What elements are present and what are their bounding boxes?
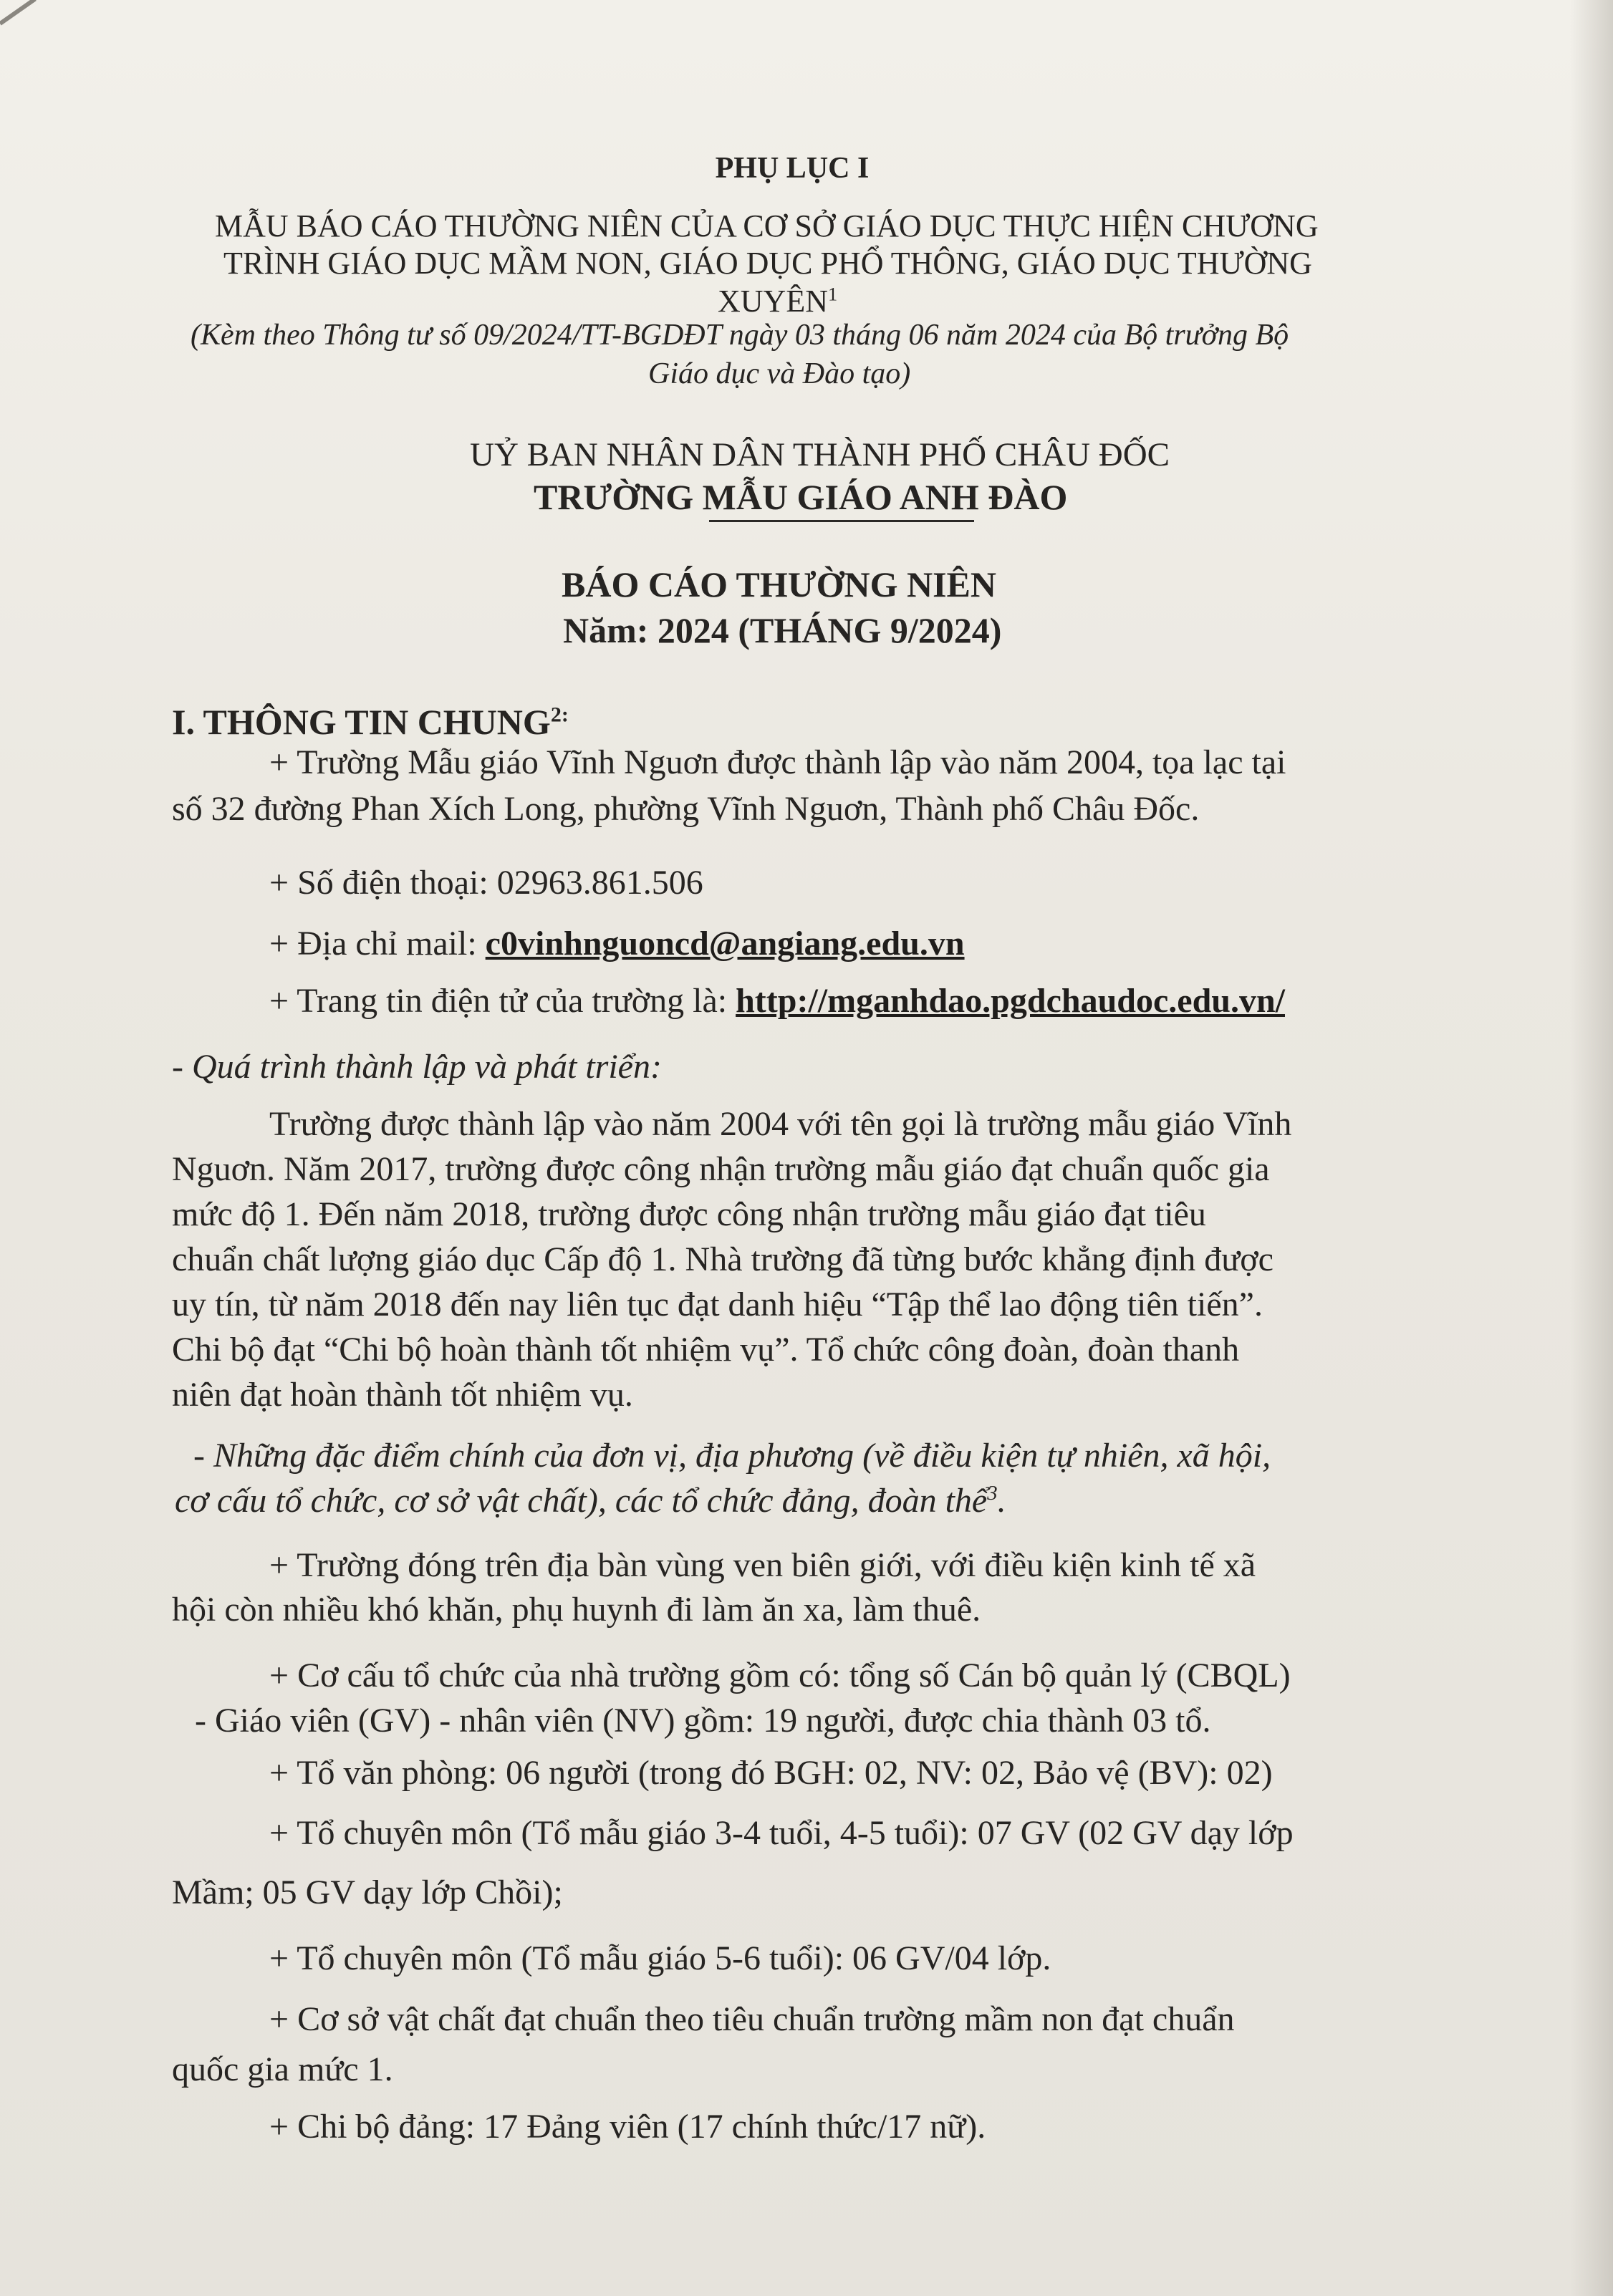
prof-team-2-line: + Tổ chuyên môn (Tổ mẫu giáo 5-6 tuổi): 06 GV/04 lớp. [269,1939,1051,1977]
facilities-line-2: quốc gia mức 1. [172,2050,393,2088]
email-link[interactable]: c0vinhnguoncd@angiang.edu.vn [485,925,965,963]
history-line-4: chuẩn chất lượng giáo dục Cấp độ 1. Nhà trường đã từng bước khẳng định được [172,1240,1273,1278]
intro-line-1: + Trường Mẫu giáo Vĩnh Nguơn được thành lập vào năm 2004, tọa lạc tại [269,743,1286,781]
section-heading: I. THÔNG TIN $CHUNG^{2:}$ [172,702,569,742]
website-link[interactable]: http://mganhdao.pgdchaudoc.edu.vn/ [736,982,1285,1020]
email-line: + Địa chỉ mail: c0vinhnguoncd@angiang.edu.vn [269,925,965,963]
appendix-title: PHỤ LỤC I [715,152,870,185]
form-title-line-1: MẪU BÁO CÁO THƯỜNG NIÊN CỦA CƠ SỞ GIÁO DỤC THỰC HIỆN CHƯƠNG [215,208,1319,243]
attachment-note-line-1: (Kèm theo Thông tư số 09/2024/TT-BGDĐT ngày 03 tháng 06 năm 2024 của Bộ trưởng Bộ [191,319,1289,352]
history-line-5: uy tín, từ năm 2018 đến nay liên tục đạt danh hiệu “Tập thể lao động tiên tiến”. [172,1286,1263,1323]
office-team-line: + Tổ văn phòng: 06 người (trong đó BGH: 02, NV: 02, Bảo vệ (BV): 02) [269,1754,1273,1792]
form-title-line-3: XUYÊN$^1$ [718,283,838,319]
report-year: Năm: 2024 (THÁNG 9/2024) [563,610,1002,650]
features-label-line-1: - Những đặc điểm chính của đơn vị, địa phương (về điều kiện tự nhiên, xã hội, [193,1437,1271,1475]
location-line-2: hội còn nhiều khó khăn, phụ huynh đi làm ăn xa, làm thuê. [172,1591,981,1629]
history-line-6: Chi bộ đạt “Chi bộ hoàn thành tốt nhiệm vụ”. Tổ chức công đoàn, đoàn thanh [172,1331,1240,1369]
form-title-line-2: TRÌNH GIÁO DỤC MẦM NON, GIÁO DỤC PHỔ THÔNG, GIÁO DỤC THƯỜNG [223,246,1312,281]
structure-line-2: - Giáo viên (GV) - nhân viên (NV) gồm: 19 người, được chia thành 03 tổ. [195,1702,1211,1740]
location-line-1: + Trường đóng trên địa bàn vùng ven biên giới, với điều kiện kinh tế xã [269,1546,1256,1584]
history-line-1: Trường được thành lập vào năm 2004 với tên gọi là trường mẫu giáo Vĩnh [269,1105,1292,1143]
history-label: - Quá trình thành lập và phát triển: [172,1048,662,1086]
phone-line: + Số điện thoại: 02963.861.506 [269,864,703,902]
party-cell-line: + Chi bộ đảng: 17 Đảng viên (17 chính thức/17 nữ). [269,2108,986,2146]
history-line-3: mức độ 1. Đến năm 2018, trường được công nhận trường mẫu giáo đạt tiêu [172,1195,1206,1233]
history-line-2: Nguơn. Năm 2017, trường được công nhận trường mẫu giáo đạt chuẩn quốc gia [172,1150,1270,1188]
website-line: + Trang tin điện tử của trường là: http://mganhdao.pgdchaudoc.edu.vn/ [269,982,1285,1020]
facilities-line-1: + Cơ sở vật chất đạt chuẩn theo tiêu chuẩn trường mầm non đạt chuẩn [269,2000,1235,2038]
structure-line-1: + Cơ cấu tổ chức của nhà trường gồm có: tổng số Cán bộ quản lý (CBQL) [269,1656,1291,1694]
features-label-line-2: cơ cấu tổ chức, cơ sở vật chất), các tổ chức đảng, đoàn thể$^3$. [175,1482,1006,1520]
page-edge-shadow [1570,0,1613,2296]
attachment-note-line-2: Giáo dục và Đào tạo) [648,357,911,390]
intro-line-2: số 32 đường Phan Xích Long, phường Vĩnh Nguơn, Thành phố Châu Đốc. [172,790,1200,828]
prof-team-1-line-2: Mầm; 05 GV dạy lớp Chồi); [172,1873,563,1911]
authority-name: UỶ BAN NHÂN DÂN THÀNH PHỐ CHÂU ĐỐC [470,436,1170,473]
staple-mark [0,0,37,25]
school-name: TRƯỜNG MẪU GIÁO ANH ĐÀO [534,477,1068,517]
history-line-7: niên đạt hoàn thành tốt nhiệm vụ. [172,1376,633,1414]
school-name-underline [709,520,974,522]
report-title: BÁO CÁO THƯỜNG NIÊN [562,564,997,604]
prof-team-1-line-1: + Tổ chuyên môn (Tổ mẫu giáo 3-4 tuổi, 4-5 tuổi): 07 GV (02 GV dạy lớp [269,1814,1294,1852]
